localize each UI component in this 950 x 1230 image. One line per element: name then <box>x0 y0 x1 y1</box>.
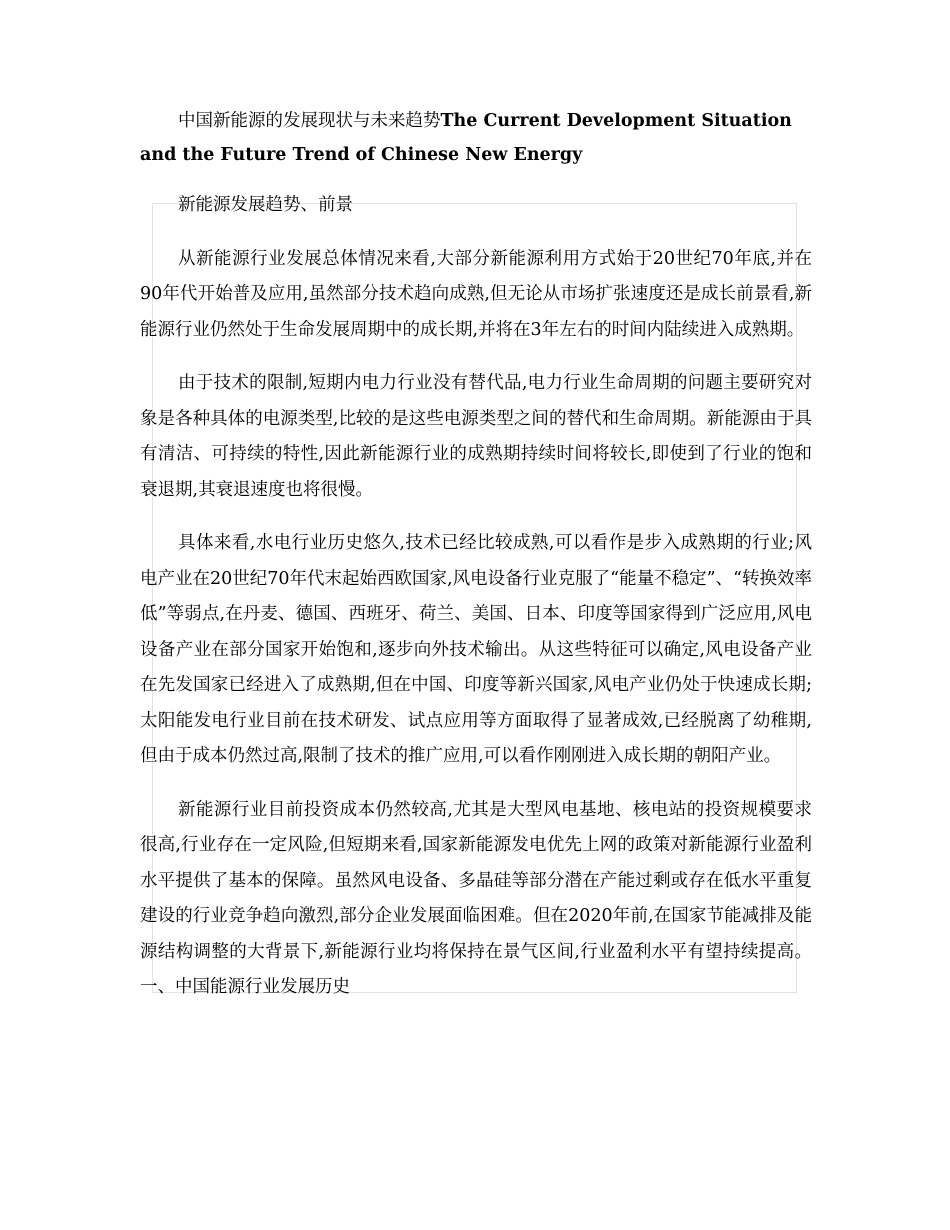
paragraph-3: 具体来看,水电行业历史悠久,技术已经比较成熟,可以看作是步入成熟期的行业;风电产业在20世纪70年代末起始西欧国家,风电设备行业克服了“能量不稳定”、“转换效率低”等弱点,在丹麦、德国、西班牙、荷兰、美国、日本、印度等国家得到广泛应用,风电设备产业在部分国家开始饱和,逐步向外技术输出。从这些特征可以确定,风电设备产业在先发国家已经进入了成熟期,但在中国、印度等新兴国家,风电产业仍处于快速成长期;太阳能发电行业目前在技术研发、试点应用等方面取得了显著成效,已经脱离了幼稚期,但由于成本仍然过高,限制了技术的推广应用,可以看作刚刚进入成长期的朝阳产业。 <box>140 533 812 766</box>
document-title <box>140 104 812 172</box>
paragraph-2: 由于技术的限制,短期内电力行业没有替代品,电力行业生命周期的问题主要研究对象是各种具体的电源类型,比较的是这些电源类型之间的替代和生命周期。新能源由于具有清洁、可持续的特性,因此新能源行业的成熟期持续时间将较长,即使到了行业的饱和衰退期,其衰退速度也将很慢。 <box>140 373 812 500</box>
document-body <box>140 104 812 1024</box>
section-subheading: 新能源发展趋势、前景 <box>178 195 353 215</box>
title-english: The Current Development Situation and the Future Trend of Chinese New Energy <box>140 111 792 165</box>
title-chinese: 中国新能源的发展现状与未来趋势 <box>178 111 441 131</box>
paragraph-4: 新能源行业目前投资成本仍然较高,尤其是大型风电基地、核电站的投资规模要求很高,行业存在一定风险,但短期来看,国家新能源发电优先上网的政策对新能源行业盈利水平提供了基本的保障。虽然风电设备、多晶硅等部分潜在产能过剩或存在低水平重复建设的行业竞争趋向激烈,部分企业发展面临困难。但在2020年前,在国家节能减排及能源结构调整的大背景下,新能源行业均将保持在景气区间,行业盈利水平有望持续提高。一、中国能源行业发展历史 <box>140 799 812 997</box>
paragraph-1: 从新能源行业发展总体情况来看,大部分新能源利用方式始于20世纪70年底,并在90年代开始普及应用,虽然部分技术趋向成熟,但无论从市场扩张速度还是成长前景看,新能源行业仍然处于生命发展周期中的成长期,并将在3年左右的时间内陆续进入成熟期。 <box>140 248 812 340</box>
